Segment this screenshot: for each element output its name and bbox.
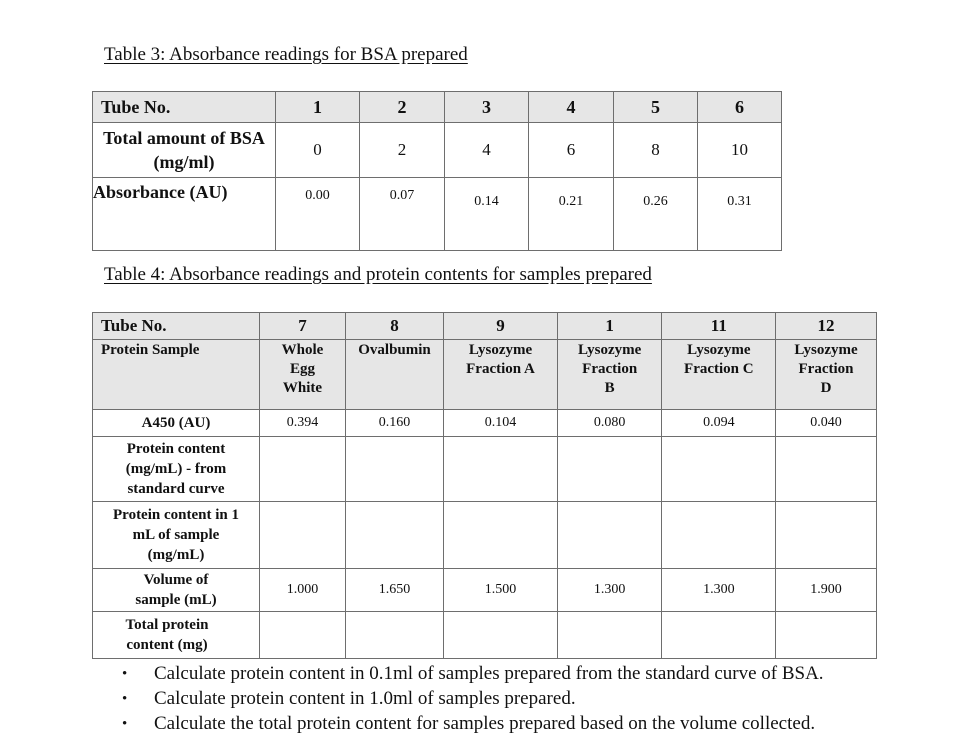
empty-cell [346, 437, 444, 502]
volume-row [93, 569, 877, 612]
row-label: Tube No. [93, 313, 260, 340]
row-label: Protein content in 1 mL of sample (mg/mL) [93, 502, 260, 569]
row-label: Protein Sample [93, 340, 260, 410]
row-label: Total protein content (mg) [93, 612, 260, 659]
volume-value: 1.300 [558, 569, 662, 612]
row-label: Tube No. [93, 92, 276, 123]
row-label: Protein content (mg/mL) - from standard curve [93, 437, 260, 502]
protein-curve-row [93, 437, 877, 502]
table4-title: Table 4: Absorbance readings and protein contents for samples prepared [104, 264, 652, 285]
row-label: Volume of sample (mL) [93, 569, 260, 612]
a450-value: 0.394 [260, 410, 346, 437]
empty-cell [662, 502, 776, 569]
sample-name: Lysozyme Fraction C [662, 340, 776, 410]
instruction-item [108, 687, 824, 712]
sample-name: Ovalbumin [346, 340, 444, 410]
bsa-absorbance-table [92, 91, 782, 251]
bsa-amount: 6 [529, 123, 614, 178]
a450-row [93, 410, 877, 437]
empty-cell [776, 502, 876, 569]
row-label: A450 (AU) [93, 410, 260, 437]
empty-cell [662, 437, 776, 502]
empty-cell [260, 437, 346, 502]
tube-number: 1 [276, 92, 360, 123]
instruction-item [108, 662, 824, 687]
volume-value: 1.300 [662, 569, 776, 612]
sample-name: Whole Egg White [260, 340, 346, 410]
empty-cell [444, 437, 558, 502]
instruction-list [108, 662, 824, 737]
volume-value: 1.650 [346, 569, 444, 612]
bsa-amount: 10 [698, 123, 782, 178]
volume-value: 1.000 [260, 569, 346, 612]
bullet-icon: • [122, 716, 128, 732]
bsa-amount: 2 [360, 123, 445, 178]
tube-number-row [93, 92, 782, 123]
sample-name: Lysozyme Fraction B [558, 340, 662, 410]
protein-sample-row [93, 340, 877, 410]
tube-number: 11 [662, 313, 776, 340]
absorbance-value: 0.07 [360, 178, 445, 251]
empty-cell [558, 502, 662, 569]
tube-number: 2 [360, 92, 445, 123]
bsa-amount: 4 [445, 123, 529, 178]
sample-name: Lysozyme Fraction A [444, 340, 558, 410]
empty-cell [444, 612, 558, 659]
instruction-text: Calculate protein content in 0.1ml of samples prepared from the standard curve of BSA. [154, 663, 824, 684]
total-protein-row [93, 612, 877, 659]
a450-value: 0.160 [346, 410, 444, 437]
instruction-text: Calculate the total protein content for samples prepared based on the volume collected. [154, 713, 816, 734]
absorbance-value: 0.31 [698, 178, 782, 251]
tube-number: 7 [260, 313, 346, 340]
table3-title: Table 3: Absorbance readings for BSA prepared [104, 44, 468, 65]
sample-name: Lysozyme Fraction D [776, 340, 876, 410]
tube-number: 6 [698, 92, 782, 123]
empty-cell [260, 502, 346, 569]
instruction-text: Calculate protein content in 1.0ml of samples prepared. [154, 688, 576, 709]
bsa-amount-row [93, 123, 782, 178]
empty-cell [776, 612, 876, 659]
protein-1ml-row [93, 502, 877, 569]
absorbance-value: 0.00 [276, 178, 360, 251]
tube-number: 12 [776, 313, 876, 340]
volume-value: 1.900 [776, 569, 876, 612]
volume-value: 1.500 [444, 569, 558, 612]
empty-cell [346, 612, 444, 659]
a450-value: 0.040 [776, 410, 876, 437]
a450-value: 0.080 [558, 410, 662, 437]
empty-cell [260, 612, 346, 659]
tube-number: 8 [346, 313, 444, 340]
tube-number: 3 [445, 92, 529, 123]
tube-number: 4 [529, 92, 614, 123]
row-label: Absorbance (AU) [93, 178, 276, 251]
absorbance-value: 0.14 [445, 178, 529, 251]
instruction-item [108, 712, 824, 737]
absorbance-value: 0.26 [614, 178, 698, 251]
empty-cell [776, 437, 876, 502]
bullet-icon: • [122, 666, 128, 682]
empty-cell [662, 612, 776, 659]
a450-value: 0.104 [444, 410, 558, 437]
a450-value: 0.094 [662, 410, 776, 437]
empty-cell [558, 612, 662, 659]
empty-cell [444, 502, 558, 569]
absorbance-row [93, 178, 782, 251]
tube-number: 1 [558, 313, 662, 340]
row-label: Total amount of BSA (mg/ml) [93, 123, 276, 178]
protein-sample-table [92, 312, 877, 659]
tube-number-row [93, 313, 877, 340]
absorbance-value: 0.21 [529, 178, 614, 251]
empty-cell [346, 502, 444, 569]
bsa-amount: 8 [614, 123, 698, 178]
bullet-icon: • [122, 691, 128, 707]
empty-cell [558, 437, 662, 502]
bsa-amount: 0 [276, 123, 360, 178]
tube-number: 5 [614, 92, 698, 123]
tube-number: 9 [444, 313, 558, 340]
